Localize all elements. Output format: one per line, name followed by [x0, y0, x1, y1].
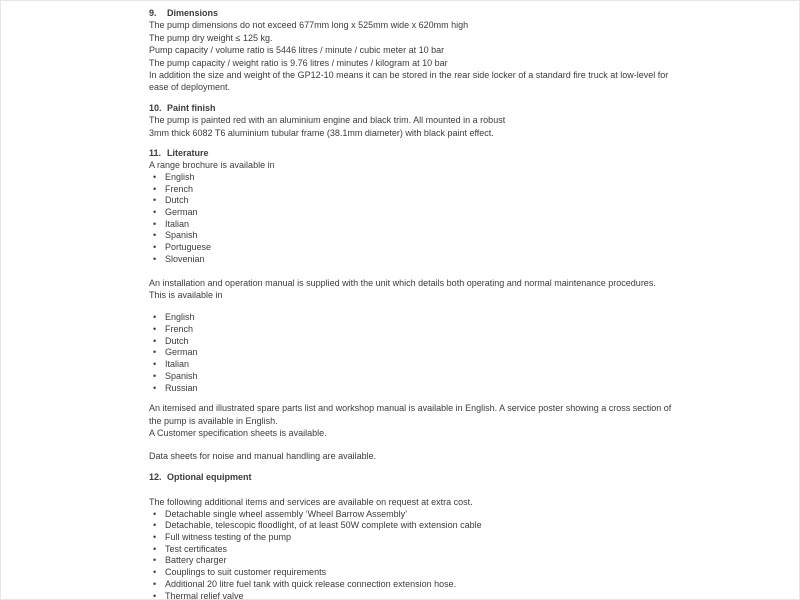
list-item-text: Thermal relief valve [165, 590, 244, 600]
bullet-icon: • [153, 242, 157, 253]
list-item [149, 371, 769, 383]
text-line: 3mm thick 6082 T6 aluminium tubular frame (38.1mm diameter) with black paint effect. [149, 127, 494, 138]
document-content [149, 7, 769, 600]
list-item [149, 383, 769, 395]
section-number: 12. [149, 471, 162, 482]
list-item-text: Italian [165, 359, 190, 370]
list-item [149, 184, 769, 196]
list-item-text: Spanish [165, 230, 198, 241]
bullet-icon: • [153, 382, 157, 393]
text-line: An itemised and illustrated spare parts list and workshop manual is available in English. A service poster showing a cross section of [149, 403, 672, 414]
bullet-icon: • [153, 347, 157, 358]
document-section [149, 147, 769, 463]
text-line: Data sheets for noise and manual handling are available. [149, 451, 377, 462]
list-item [149, 242, 769, 254]
text-line: The following additional items and services are available on request at extra cost. [149, 497, 473, 508]
paragraph [149, 19, 769, 93]
list-item-text: Spanish [165, 370, 198, 381]
bullet-icon: • [153, 555, 157, 566]
bullet-icon: • [153, 183, 157, 194]
bullet-icon: • [153, 312, 157, 323]
bullet-icon: • [153, 567, 157, 578]
section-heading [149, 102, 769, 114]
bullet-icon: • [153, 359, 157, 370]
bullet-icon: • [153, 195, 157, 206]
bullet-icon: • [153, 324, 157, 335]
bullet-icon: • [153, 370, 157, 381]
bullet-icon: • [153, 543, 157, 554]
list-item [149, 567, 769, 579]
list-item [149, 324, 769, 336]
list-item-text: Slovenian [165, 253, 205, 264]
list-item-text: Additional 20 litre fuel tank with quick release connection extension hose. [165, 578, 457, 589]
list-item-text: English [165, 171, 195, 182]
list-item-text: French [165, 324, 194, 335]
text-line: Pump capacity / volume ratio is 5446 litres / minute / cubic meter at 10 bar [149, 45, 445, 56]
text-line: the pump is available in English. [149, 415, 278, 426]
list-item [149, 254, 769, 266]
bullet-icon: • [153, 253, 157, 264]
bullet-list [149, 172, 769, 266]
list-item [149, 520, 769, 532]
text-line: A range brochure is available in [149, 160, 275, 171]
list-item-text: Dutch [165, 195, 189, 206]
list-item-text: German [165, 206, 198, 217]
list-item [149, 509, 769, 521]
list-item [149, 230, 769, 242]
list-item-text: Full witness testing of the pump [165, 532, 292, 543]
text-line: An installation and operation manual is supplied with the unit which details both operating and normal maintenance procedures. [149, 277, 656, 288]
section-heading [149, 7, 769, 19]
list-item [149, 312, 769, 324]
list-item [149, 347, 769, 359]
bullet-icon: • [153, 335, 157, 346]
section-title: Optional equipment [167, 471, 252, 482]
text-line: This is available in [149, 289, 223, 300]
bullet-icon: • [153, 206, 157, 217]
text-line: The pump is painted red with an aluminium engine and black trim. All mounted in a robust [149, 115, 506, 126]
document-section [149, 7, 769, 94]
text-line: ease of deployment. [149, 82, 231, 93]
bullet-icon: • [153, 230, 157, 241]
bullet-icon: • [153, 578, 157, 589]
list-item-text: Dutch [165, 335, 189, 346]
bullet-list [149, 312, 769, 394]
section-number: 9. [149, 8, 157, 18]
list-item-text: German [165, 347, 198, 358]
section-title: Dimensions [167, 8, 219, 18]
section-heading [149, 471, 769, 483]
text-line: The pump dry weight ≤ 125 kg. [149, 32, 273, 43]
text-line: A Customer specification sheets is available. [149, 428, 327, 439]
section-number: 10. [149, 102, 162, 113]
bullet-icon: • [153, 532, 157, 543]
bullet-icon: • [153, 520, 157, 531]
text-line: The pump dimensions do not exceed 677mm long x 525mm wide x 620mm high [149, 20, 469, 31]
bullet-icon: • [153, 171, 157, 182]
list-item [149, 591, 769, 600]
list-item-text: French [165, 183, 194, 194]
document-section [149, 471, 769, 600]
list-item-text: Couplings to suit customer requirements [165, 567, 327, 578]
section-heading [149, 147, 769, 159]
paragraph [149, 159, 769, 171]
bullet-icon: • [153, 218, 157, 229]
paragraph [149, 496, 769, 508]
section-number: 11. [149, 148, 162, 159]
paragraph [149, 450, 769, 462]
list-item [149, 532, 769, 544]
paragraph [149, 277, 769, 302]
text-line: In addition the size and weight of the GP12-10 means it can be stored in the rear side locker of a standard fire truck at low-level for [149, 70, 669, 81]
text-line: The pump capacity / weight ratio is 9.76 litres / minutes / kilogram at 10 bar [149, 57, 448, 68]
list-item [149, 219, 769, 231]
list-item-text: Battery charger [165, 555, 227, 566]
paragraph [149, 402, 769, 439]
list-item [149, 195, 769, 207]
section-title: Paint finish [167, 102, 216, 113]
list-item-text: Portuguese [165, 242, 212, 253]
list-item [149, 172, 769, 184]
list-item [149, 579, 769, 591]
list-item [149, 336, 769, 348]
list-item-text: Detachable, telescopic floodlight, of at least 50W complete with extension cable [165, 520, 482, 531]
bullet-list [149, 509, 769, 600]
list-item [149, 359, 769, 371]
list-item [149, 555, 769, 567]
list-item-text: English [165, 312, 195, 323]
document-section [149, 102, 769, 139]
list-item-text: Russian [165, 382, 198, 393]
paragraph [149, 114, 769, 139]
list-item [149, 207, 769, 219]
list-item-text: Italian [165, 218, 190, 229]
bullet-icon: • [153, 508, 157, 519]
bullet-icon: • [153, 590, 157, 600]
list-item [149, 544, 769, 556]
list-item-text: Detachable single wheel assembly ‘Wheel Barrow Assembly’ [165, 508, 408, 519]
list-item-text: Test certificates [165, 543, 228, 554]
section-title: Literature [167, 148, 209, 159]
